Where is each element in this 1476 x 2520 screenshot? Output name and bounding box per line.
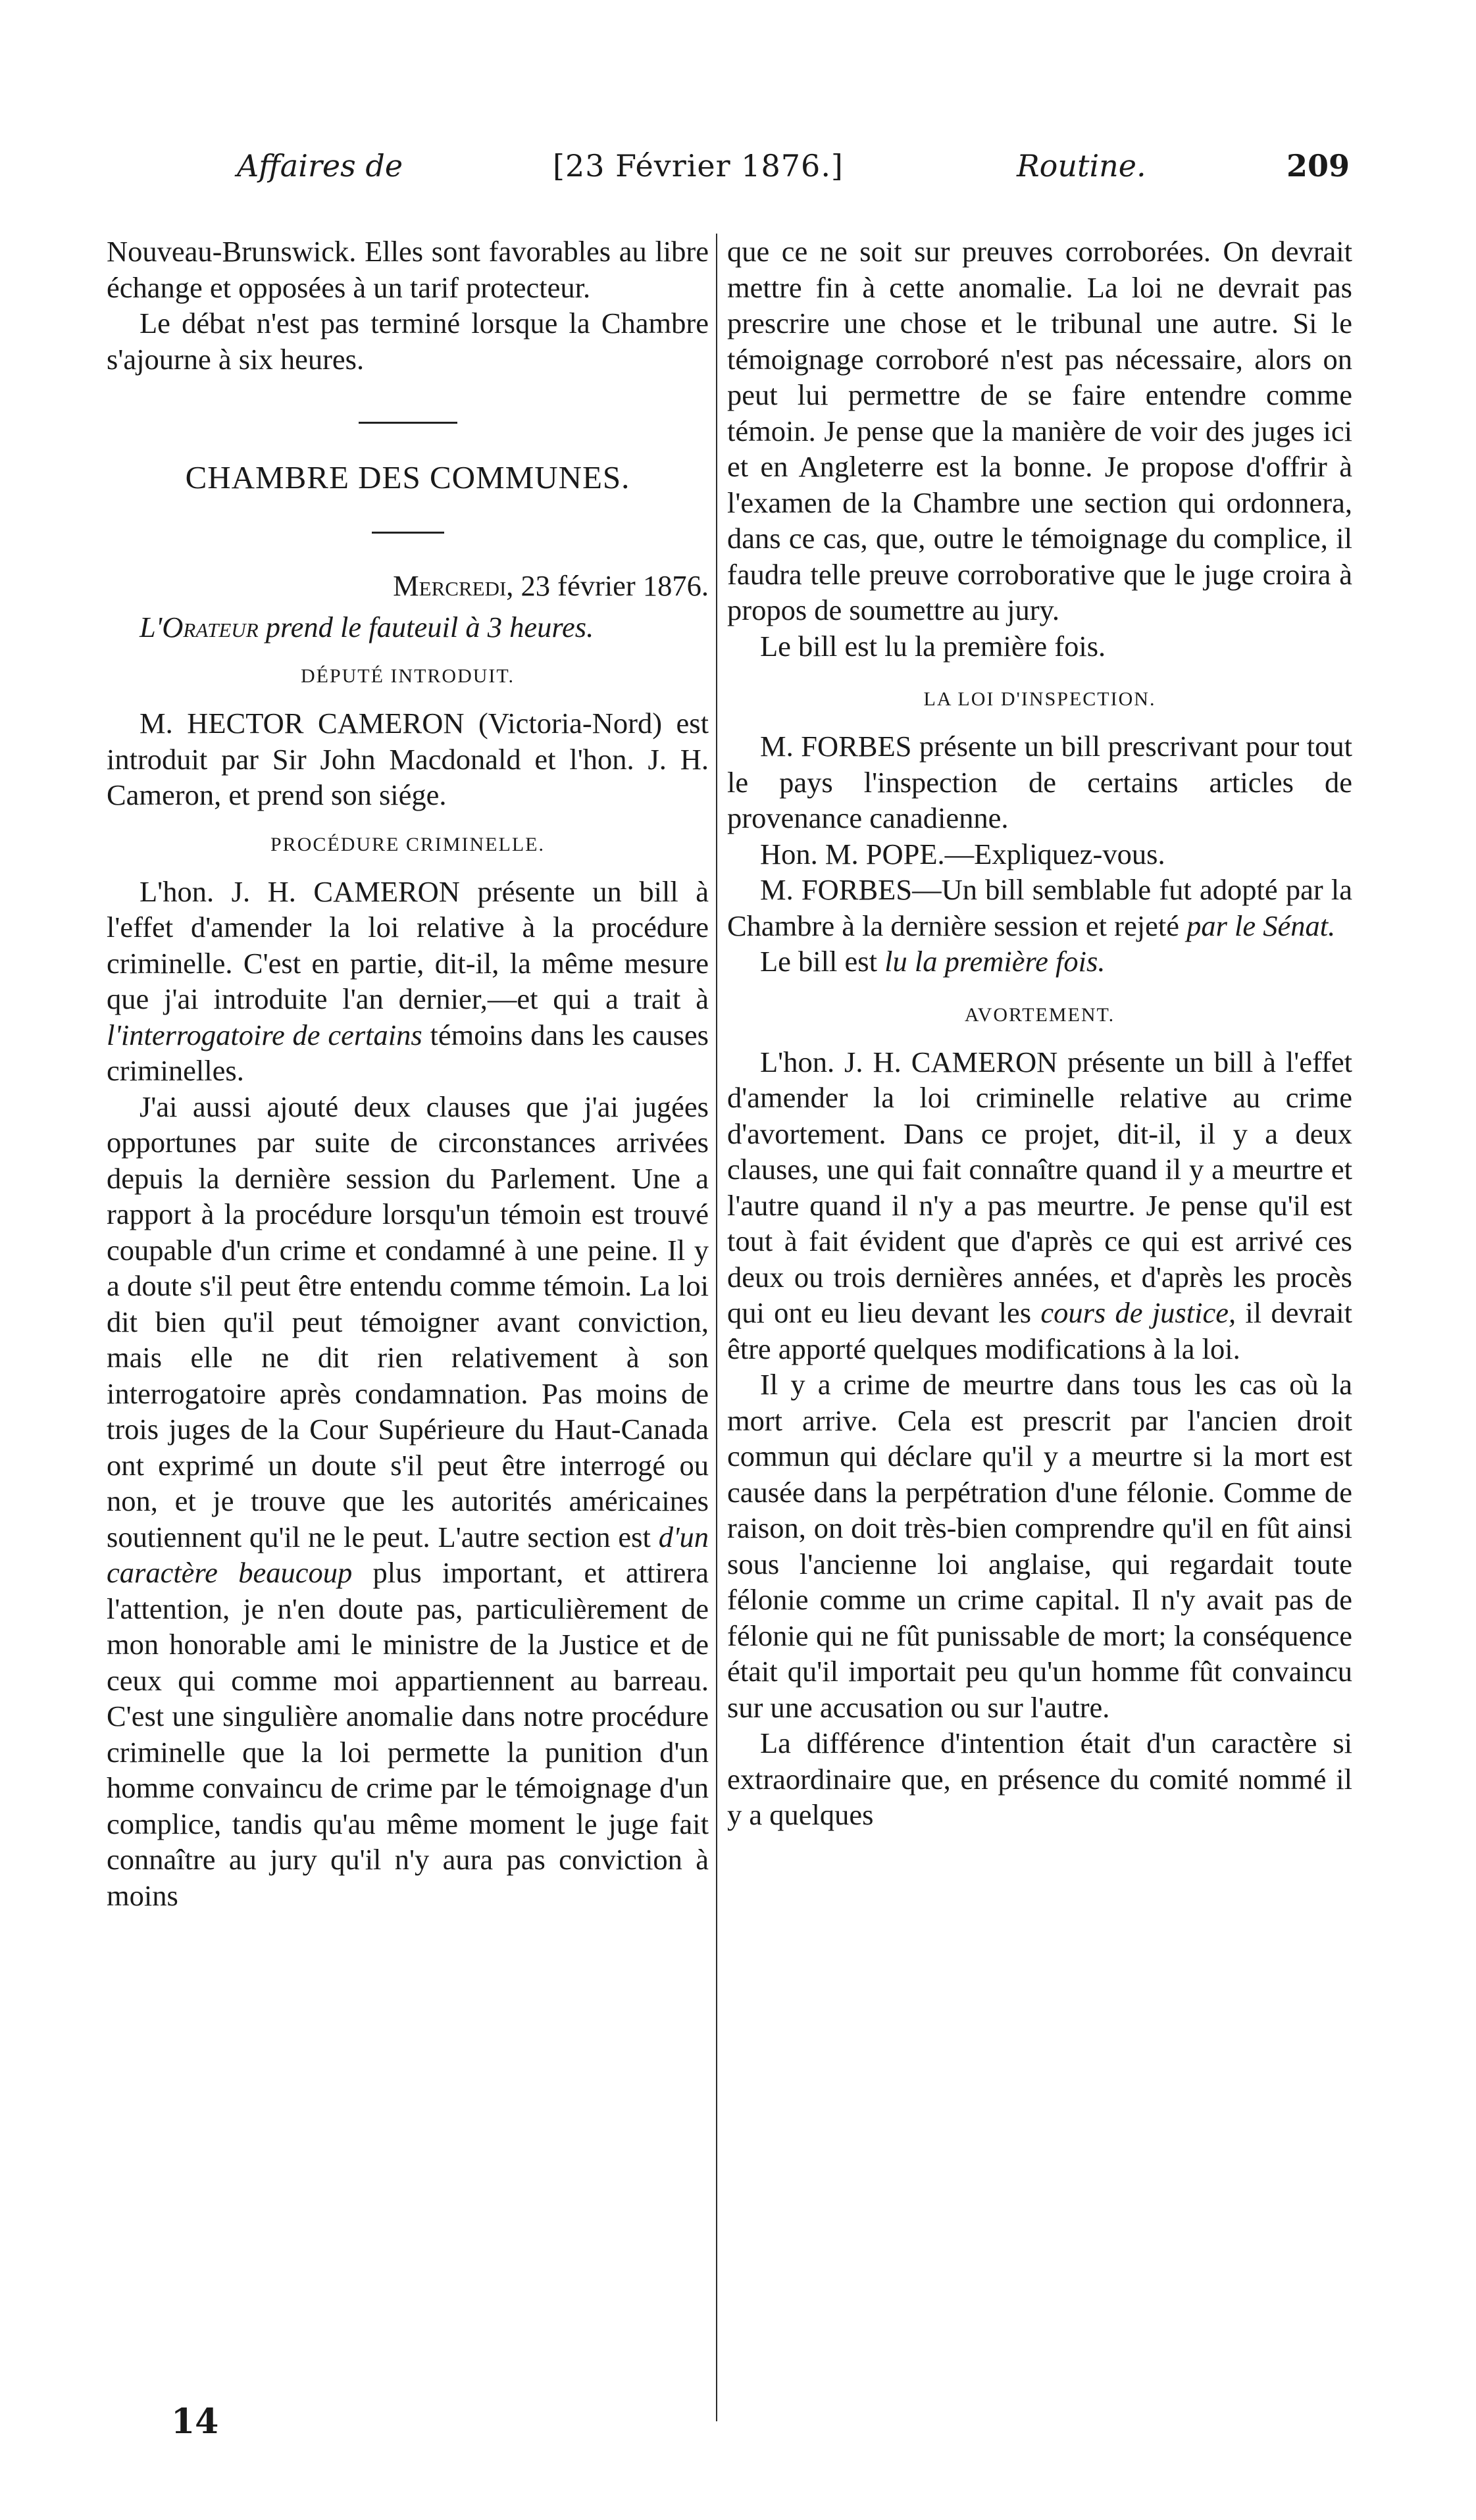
column-divider xyxy=(716,234,717,2421)
heading-procedure: PROCÉDURE CRIMINELLE. xyxy=(270,833,545,855)
paragraph-procedure-1 xyxy=(107,874,709,1089)
page-number: 209 xyxy=(1286,148,1350,184)
paragraph-procedure-1-a: L'hon. J. H. CAMERON présente un bill à l'effet d'amender la loi relative à la procédure criminelle. C'est en partie, dit-il, la même mesure que j'ai introduite l'an dernier,—et qui a trait à xyxy=(107,874,709,1015)
paragraph-forbes-2 xyxy=(727,872,1352,944)
section-rule xyxy=(359,422,457,424)
first-reading-2 xyxy=(727,944,1352,980)
paragraph-avortement-1-italic: cours de justice, xyxy=(1040,1296,1236,1329)
paragraph-procedure-1-italic: l'interrogatoire de certains xyxy=(107,1018,422,1051)
paragraph-avortement-2: Il y a crime de meurtre dans tous les cas où la mort arrive. Cela est prescrit par l'ancien droit commun qui déclare qu'il y a meurtre si la mort est causée dans la perpétration d'une félonie. Comme de raison, on doit très-bien comprendre qu'il en fût ainsi sous l'ancienne loi anglaise, qui regardait toute félonie comme un crime capital. Il n'y avait pas de félonie qui ne fût punissable de mort; la conséquence était qu'il importait peu qu'un homme fût convaincu sur une accusation ou sur l'autre. xyxy=(727,1368,1352,1724)
paragraph-procedure-2-a: J'ai aussi ajouté deux clauses que j'ai jugées opportunes par suite de circonstances arrivées depuis la dernière session du Parlement. Une a rapport à la procédure lorsqu'un témoin est trouvé coupable d'un crime et condamné à une peine. Il y a doute s'il peut être entendu comme témoin. La loi dit bien qu'il peut témoigner avant conviction, mais elle ne dit rien relativement à son interrogatoire après condamnation. Pas moins de trois juges de la Cour Supérieure du Haut-Canada ont exprimé un doute s'il peut être interrogé ou non, et je trouve que les autorités américaines soutiennent qu'il ne le peut. L'autre section est xyxy=(107,1090,709,1553)
left-column xyxy=(107,234,709,1913)
paragraph-procedure-2 xyxy=(107,1089,709,1914)
paragraph-procedure-2-italic: d'un caractère beaucoup xyxy=(107,1520,709,1589)
heading-avortement: AVORTEMENT. xyxy=(964,1003,1115,1026)
paragraph-forbes-1: M. FORBES présente un bill prescrivant pour tout le pays l'inspection de certains articles de provenance canadienne. xyxy=(727,730,1352,834)
house-title: CHAMBRE DES COMMUNES. xyxy=(185,459,630,495)
right-column xyxy=(727,234,1352,1833)
running-head-left: Affaires de xyxy=(237,148,403,184)
section-rule-2 xyxy=(372,532,444,534)
left-paragraph-continued: Nouveau-Brunswick. Elles sont favorables au libre échange et opposées à un tarif protecteur. xyxy=(107,235,709,304)
right-paragraph-continued: que ce ne soit sur preuves corroborées. On devrait mettre fin à cette anomalie. La loi ne devrait pas prescrire une chose et le tribunal une autre. Si le témoignage corroboré n'est pas nécessaire, alors on peut lui permettre de se faire entendre comme témoin. Je pense que la manière de voir des juges ici et en Angleterre est la bonne. Je propose d'offrir à l'examen de la Chambre une section qui ordonnera, dans ce cas, que, outre le témoignage du complice, il faudra telle preuve corroborative que le juge croira à propos de soumettre au jury. xyxy=(727,235,1352,626)
sitting-date-text: 23 février 1876. xyxy=(521,569,709,602)
sitting-day: Mercredi, xyxy=(393,569,514,602)
sitting-date xyxy=(107,568,709,604)
running-head-date: [23 Février 1876.] xyxy=(553,148,844,184)
speaker-text: prend le fauteuil à 3 heures. xyxy=(265,610,594,643)
running-head-right: Routine. xyxy=(1017,148,1146,184)
first-reading-2-a: Le bill est xyxy=(760,945,877,978)
heading-depute: DÉPUTÉ INTRODUIT. xyxy=(300,665,515,687)
speaker-line xyxy=(107,609,709,645)
paragraph-pope: Hon. M. POPE.—Expliquez-vous. xyxy=(760,837,1165,870)
first-reading-2-italic: lu la première fois. xyxy=(884,945,1106,978)
paragraph-avortement-3: La différence d'intention était d'un caractère si extraordinaire que, en présence du comité nommé il y a quelques xyxy=(727,1726,1352,1831)
signature-mark: 14 xyxy=(171,2402,219,2442)
paragraph-forbes-2-italic: par le Sénat. xyxy=(1186,909,1336,942)
paragraph-avortement-1-a: L'hon. J. H. CAMERON présente un bill à l'effet d'amender la loi criminelle relative au crime d'avortement. Dans ce projet, dit-il, il y a deux clauses, une qui fait connaître quand il y a meurtre et l'autre quand il n'y a pas meurtre. Je pense qu'il est tout à fait évident que d'après ce qui est arrivé ces deux ou trois dernières années, et d'après les procès qui ont eu lieu devant les xyxy=(727,1045,1352,1329)
speaker-name: L'Orateur xyxy=(140,610,259,643)
paragraph-avortement-1 xyxy=(727,1044,1352,1367)
paragraph-avortement-1-b: il devrait être apporté quelques modifications à la loi. xyxy=(727,1296,1352,1365)
paragraph-procedure-2-b: plus important, et attirera l'attention, je n'en doute pas, particulièrement de mon honorable ami le ministre de la Justice et de ceux qui comme moi appartiennent au barreau. C'est une singulière anomalie dans notre procédure criminelle que la loi permette la punition d'un homme convaincu de crime par le témoignage d'un complice, tandis qu'au même moment le juge fait connaître au jury qu'il n'y aura pas conviction à moins xyxy=(107,1556,709,1912)
paragraph-procedure-1-b: témoins dans les causes criminelles. xyxy=(107,1018,709,1087)
first-reading-1: Le bill est lu la première fois. xyxy=(760,629,1106,663)
paragraph-depute: M. HECTOR CAMERON (Victoria-Nord) est introduit par Sir John Macdonald et l'hon. J. H. Cameron, et prend son siége. xyxy=(107,707,709,811)
heading-inspection: LA LOI D'INSPECTION. xyxy=(923,688,1156,710)
left-paragraph-adjourn: Le débat n'est pas terminé lorsque la Chambre s'ajourne à six heures. xyxy=(107,307,709,376)
paragraph-forbes-2-a: M. FORBES—Un bill semblable fut adopté par la Chambre à la dernière session et rejeté xyxy=(727,873,1352,942)
